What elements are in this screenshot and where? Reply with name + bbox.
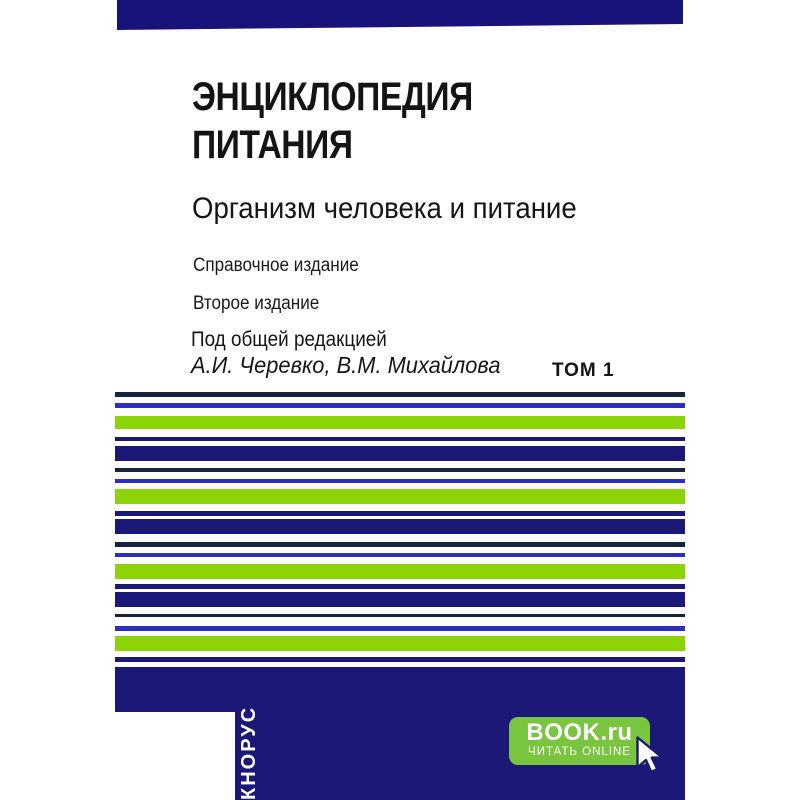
knorus-logo: КНОРУС xyxy=(238,705,260,800)
stripe-white xyxy=(115,429,685,437)
bookru-logo-text: BOOK.ru xyxy=(526,719,633,746)
stripe-white xyxy=(115,472,685,479)
stripe-navy xyxy=(115,592,685,607)
stripe-white xyxy=(115,534,685,542)
stripe-white xyxy=(115,617,685,626)
cursor-icon xyxy=(633,736,669,778)
stripe-navy xyxy=(115,519,685,534)
stripe-white xyxy=(115,504,685,511)
stripe-white xyxy=(115,607,685,614)
bookru-badge xyxy=(509,717,650,765)
stripe-white xyxy=(115,557,685,564)
stripe-white xyxy=(115,408,685,416)
edition-number: Второе издание xyxy=(193,293,320,314)
title-line-2: ПИТАНИЯ xyxy=(192,123,353,167)
edition-type: Справочное издание xyxy=(193,255,359,276)
stripe-green xyxy=(115,416,685,429)
volume-label: ТОМ 1 xyxy=(552,360,615,381)
book-subtitle: Организм человека и питание xyxy=(192,192,577,225)
stripe-white xyxy=(115,461,685,468)
stripe-green xyxy=(115,564,685,579)
stripe-green xyxy=(115,636,685,651)
top-navy-bar xyxy=(117,0,683,30)
corner-notch xyxy=(115,712,235,800)
stripe-green xyxy=(115,489,685,504)
bookru-tagline: ЧИТАТЬ ONLINE xyxy=(528,746,631,758)
title-line-1: ЭНЦИКЛОПЕДИЯ xyxy=(192,75,473,119)
book-title xyxy=(192,73,473,169)
editors-intro: Под общей редакцией xyxy=(191,328,387,351)
editors-names: А.И. Черевко, В.М. Михайлова xyxy=(191,352,501,378)
stripe-navy xyxy=(115,446,685,461)
